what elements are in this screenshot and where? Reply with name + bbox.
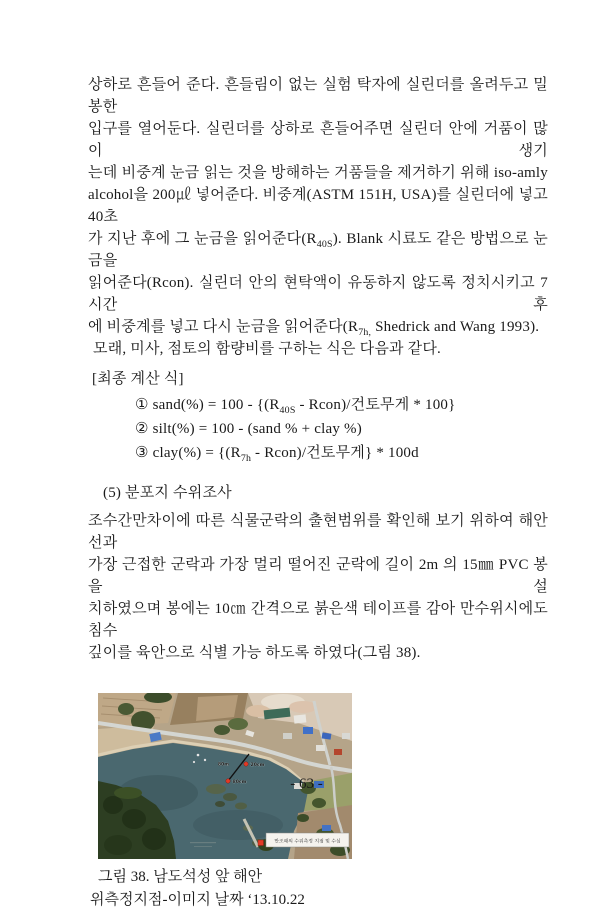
text-line: 치하였으며 봉에는 10㎝ 간격으로 붉은색 테이프를 감아 만수위시에도 침수	[88, 601, 548, 639]
depth-label-top: 20cm	[250, 762, 265, 768]
watermark	[190, 842, 216, 843]
hill-highlight	[289, 701, 317, 713]
caption-line-1: 그림 38. 남도석성 앞 해안	[98, 869, 263, 885]
formula-clay	[135, 441, 548, 465]
paragraph-2	[88, 510, 548, 664]
page-number: - 63 -	[290, 776, 323, 792]
forest-shade	[104, 835, 132, 855]
section-heading: (5) 분포지 수위조사	[103, 485, 232, 501]
text-line: 가장 근접한 군락과 가장 멀리 떨어진 군락에 길이 2m 의 15㎜ PVC 봉을 설	[88, 557, 548, 595]
field-area	[196, 695, 238, 721]
watermark	[194, 846, 212, 847]
text-line: 는데 비중계 눈금 읽는 것을 방해하는 거품들을 제거하기 위해 iso-amly	[88, 165, 548, 181]
text-line: 읽어준다(Rcon). 실린더 안의 현탁액이 유동하지 않도록 정치시키고 7시간 후	[88, 275, 548, 313]
forest-shade	[142, 828, 166, 850]
text-segment: ). Blank 시료도 같은 방법으로 눈금을	[88, 231, 548, 269]
boat	[193, 761, 195, 763]
subscript-r7h: 7h,	[358, 327, 372, 338]
text-line: 모래, 미사, 점토의 함량비를 구하는 식은 다음과 같다.	[93, 341, 441, 357]
boat	[204, 759, 206, 761]
building-white	[294, 714, 307, 723]
island	[215, 801, 225, 807]
building-red-roof	[334, 749, 342, 755]
text-line: 상하로 흔들어 준다. 흔들림이 없는 실험 탁자에 실린더를 올려두고 밀봉한	[88, 77, 548, 115]
caption-line-2: 위측정지점-이미지 날짜 ‘13.10.22	[90, 892, 305, 908]
trees	[297, 814, 309, 822]
text-line: 깊이를 육안으로 식별 가능 하도록 하였다(그림 38).	[88, 645, 421, 661]
trees	[214, 725, 230, 735]
text-segment: Shedrick and Wang 1993).	[371, 319, 540, 335]
legend-text: 만조때의 수위측정 지점 및 수심	[274, 839, 341, 845]
subscript-r40s: 40S	[279, 405, 296, 416]
text-segment: 가 지난 후에 그 눈금을 읽어준다(R	[88, 231, 317, 247]
text-segment: 에 비중계를 넣고 다시 눈금을 읽어준다(R	[88, 319, 359, 335]
calc-section-header: [최종 계산 식]	[92, 371, 184, 387]
paragraph-1	[88, 74, 548, 360]
trees	[118, 703, 134, 715]
text-line	[88, 316, 548, 338]
text-line: 입구를 열어둔다. 실린더를 상하로 흔들어주면 실린더 안에 거품이 많이 생기	[88, 121, 548, 159]
text-line: 조수간만차이에 따른 식물군락의 출현범위를 확인해 보기 위하여 해안선과	[88, 513, 548, 551]
subscript-r40s: 40S	[316, 239, 333, 250]
subscript-r7h: 7h	[240, 453, 252, 464]
text-segment: ① sand(%) = 100 - {(R	[135, 397, 280, 413]
forest-shade	[122, 809, 146, 829]
building-blue-roof	[303, 727, 313, 734]
distance-label: 80m	[217, 762, 229, 768]
island	[235, 803, 247, 810]
building-blue-roof	[322, 732, 332, 739]
formula-sand	[135, 393, 548, 417]
formula-silt: ② silt(%) = 100 - (sand % + clay %)	[135, 421, 362, 437]
text-segment: - Rcon)/건토무게} * 100d	[251, 445, 419, 461]
text-line: alcohol을 200㎕ 넣어준다. 비중계(ASTM 151H, USA)를 실린더에 넣고 40초	[88, 187, 548, 225]
building-blue-roof	[322, 825, 331, 831]
formula-list	[88, 393, 548, 465]
island	[223, 793, 237, 801]
building-white	[283, 733, 292, 739]
text-line	[88, 228, 548, 272]
depth-label-bottom: 80cm	[232, 780, 247, 786]
building-white	[342, 733, 350, 739]
trees	[228, 718, 248, 730]
text-segment: ③ clay(%) = {(R	[135, 445, 241, 461]
legend-marker-icon	[258, 840, 264, 846]
figure-caption	[90, 866, 613, 912]
text-segment: - Rcon)/건토무게 * 100}	[295, 397, 456, 413]
marker-dot-top	[244, 762, 248, 766]
body-text	[88, 74, 548, 664]
building-white	[316, 745, 325, 751]
boat	[197, 754, 200, 757]
forest-shade	[103, 796, 123, 814]
trees	[312, 798, 326, 808]
